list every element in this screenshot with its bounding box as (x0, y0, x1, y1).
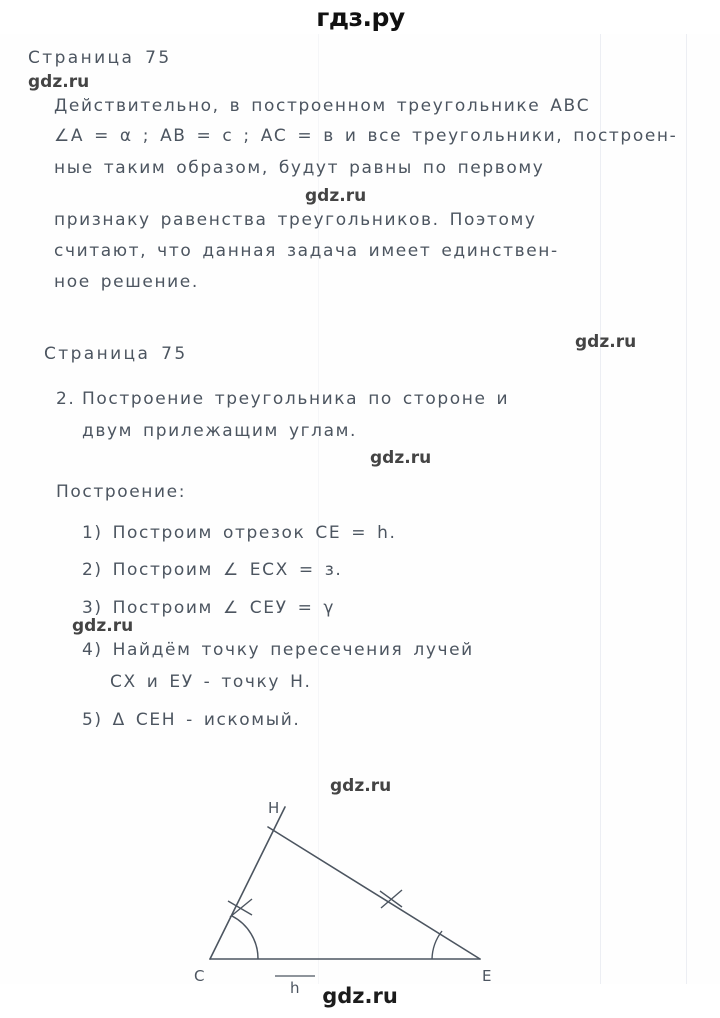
task-step: СХ и ЕУ - точку Н. (110, 672, 312, 692)
page-heading-2: Страница 75 (44, 344, 188, 364)
task-step: 2) Построим ∠ ЕСХ = з. (82, 560, 343, 580)
page-rule-line (600, 34, 601, 984)
construction-label: Построение: (56, 482, 187, 502)
scanned-page (0, 34, 720, 997)
watermark: gdz.ru (72, 616, 134, 636)
ray-ey (268, 827, 480, 959)
watermark: gdz.ru (575, 332, 637, 352)
solution-line: Действительно, в построенном треугольнике АВС (54, 96, 591, 116)
page-rule-line (686, 34, 687, 984)
task-step: 5) Δ СЕН - искомый. (82, 710, 301, 730)
solution-line: считают, что данная задача имеет единствен- (54, 241, 559, 261)
watermark: gdz.ru (370, 448, 432, 468)
figure-label-e: Е (482, 967, 493, 985)
solution-line: признаку равенства треугольников. Поэтому (54, 210, 537, 230)
page-heading-1: Страница 75 (28, 48, 172, 68)
figure-label-side-h: h (290, 979, 301, 997)
triangle-drawing (180, 779, 540, 999)
tick-mark (230, 899, 252, 917)
site-logo-footer[interactable] (0, 984, 720, 1008)
solution-line: ные таким образом, будут равны по первому (54, 158, 545, 178)
geometry-figure (180, 779, 540, 999)
watermark: gdz.ru (330, 776, 392, 796)
task-title-line-2: двум прилежащим углам. (82, 421, 358, 441)
solution-line: ∠А = α ; АВ = с ; АС = в и все треугольники, построен- (54, 126, 678, 146)
task-step: 1) Построим отрезок СЕ = h. (82, 523, 397, 543)
solution-line: ное решение. (54, 272, 199, 292)
task-step: 3) Построим ∠ СЕУ = γ (82, 598, 336, 618)
figure-label-c: С (194, 967, 206, 985)
site-logo-footer-text: gdz.ru (322, 984, 398, 1008)
watermark: gdz.ru (305, 186, 367, 206)
angle-arc-c (232, 916, 258, 959)
task-title-line-1: Построение треугольника по стороне и (82, 389, 510, 409)
site-logo-header[interactable] (268, 0, 453, 37)
site-logo-text: гдз.ру (316, 2, 405, 32)
figure-label-h-vertex: Н (268, 799, 281, 817)
task-number: 2. (56, 389, 76, 409)
watermark: gdz.ru (28, 72, 90, 92)
task-step: 4) Найдём точку пересечения лучей (82, 640, 474, 660)
